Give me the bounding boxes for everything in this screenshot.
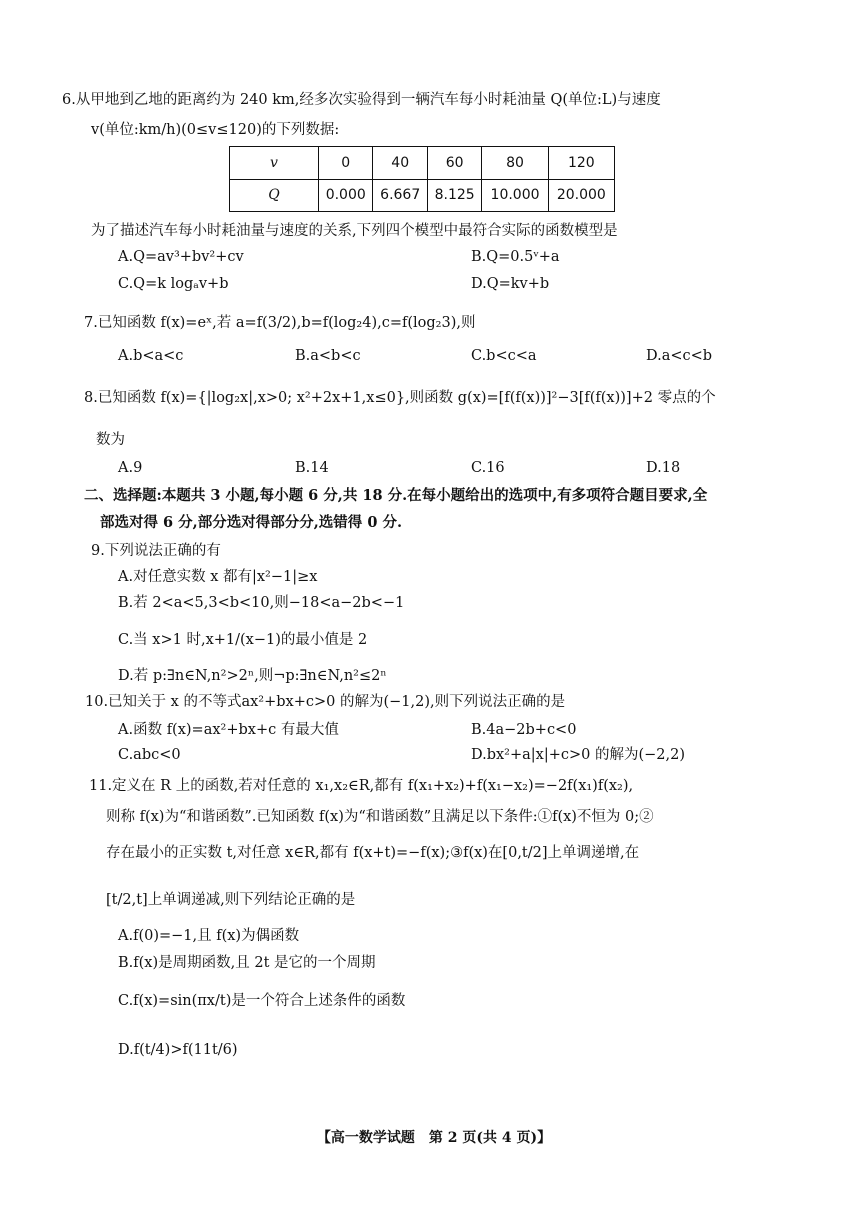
table-cell: 40 <box>373 147 427 180</box>
q10-option-b: B.4a−2b+c<0 <box>471 722 577 738</box>
q10-option-d: D.bx²+a|x|+c>0 的解为(−2,2) <box>471 747 686 763</box>
q11-option-b: B.f(x)是周期函数,且 2t 是它的一个周期 <box>118 955 376 971</box>
page-footer: 【高一数学试题 第 2 页(共 4 页)】 <box>316 1130 552 1146</box>
q7-option-b: B.a<b<c <box>295 348 361 364</box>
q6-option-b: B.Q=0.5ᵛ+a <box>471 249 560 265</box>
table-cell: 20.000 <box>548 179 614 212</box>
q7-option-a: A.b<a<c <box>118 348 184 364</box>
table-row <box>230 147 615 180</box>
q8-option-d: D.18 <box>646 460 681 476</box>
q6-option-a: A.Q=av³+bv²+cv <box>118 249 244 265</box>
q6-option-d: D.Q=kv+b <box>471 276 550 292</box>
q9-line1: 9.下列说法正确的有 <box>91 543 221 559</box>
table-row <box>230 179 615 212</box>
q11-line1: 11.定义在 R 上的函数,若对任意的 x₁,x₂∈R,都有 f(x₁+x₂)+f(x₁−x₂)=−2f(x₁)f(x₂), <box>89 778 634 794</box>
q7-option-d: D.a<c<b <box>646 348 713 364</box>
q11-option-c: C.f(x)=sin(πx/t)是一个符合上述条件的函数 <box>118 993 406 1009</box>
q9-option-d: D.若 p:∃n∈N,n²>2ⁿ,则¬p:∃n∈N,n²≤2ⁿ <box>118 668 387 684</box>
table-cell: 0.000 <box>319 179 373 212</box>
q9-option-a: A.对任意实数 x 都有|x²−1|≥x <box>118 569 318 585</box>
table-cell: 120 <box>548 147 614 180</box>
q11-line3: 存在最小的正实数 t,对任意 x∈R,都有 f(x+t)=−f(x);③f(x)在[0,t/2]上单调递增,在 <box>106 845 640 861</box>
q9-option-b: B.若 2<a<5,3<b<10,则−18<a−2b<−1 <box>118 595 405 611</box>
q9-option-c: C.当 x>1 时,x+1/(x−1)的最小值是 2 <box>118 632 368 648</box>
q8-option-c: C.16 <box>471 460 505 476</box>
table-cell: 0 <box>319 147 373 180</box>
q11-option-a: A.f(0)=−1,且 f(x)为偶函数 <box>118 928 300 944</box>
section2-line2: 部选对得 6 分,部分选对得部分分,选错得 0 分. <box>100 514 403 531</box>
q8-option-b: B.14 <box>295 460 329 476</box>
q8-line2: 数为 <box>96 432 125 448</box>
data-table <box>229 146 615 212</box>
table-cell: 6.667 <box>373 179 427 212</box>
section2-line1: 二、选择题:本题共 3 小题,每小题 6 分,共 18 分.在每小题给出的选项中,有多项符合题目要求,全 <box>84 487 708 504</box>
table-cell: 10.000 <box>482 179 548 212</box>
q7-option-c: C.b<c<a <box>471 348 537 364</box>
q6-option-c: C.Q=k logₐv+b <box>118 276 229 292</box>
q6-line3: 为了描述汽车每小时耗油量与速度的关系,下列四个模型中最符合实际的函数模型是 <box>91 223 618 239</box>
q7-line1: 7.已知函数 f(x)=eˣ,若 a=f(3/2),b=f(log₂4),c=f(log₂3),则 <box>84 315 476 331</box>
table-header-q: Q <box>230 179 319 212</box>
table-header-v: v <box>230 147 319 180</box>
q11-option-d: D.f(t/4)>f(11t/6) <box>118 1042 238 1058</box>
q10-option-a: A.函数 f(x)=ax²+bx+c 有最大值 <box>118 722 339 738</box>
table-cell: 8.125 <box>427 179 481 212</box>
q11-line2: 则称 f(x)为“和谐函数”.已知函数 f(x)为“和谐函数”且满足以下条件:①f(x)不恒为 0;② <box>106 809 654 825</box>
q8-line1: 8.已知函数 f(x)={|log₂x|,x>0; x²+2x+1,x≤0},则函数 g(x)=[f(f(x))]²−3[f(f(x))]+2 零点的个 <box>84 390 716 406</box>
q6-line1: 6.从甲地到乙地的距离约为 240 km,经多次实验得到一辆汽车每小时耗油量 Q(单位:L)与速度 <box>62 92 661 108</box>
q8-option-a: A.9 <box>118 460 143 476</box>
table-cell: 80 <box>482 147 548 180</box>
q10-option-c: C.abc<0 <box>118 747 181 763</box>
table-cell: 60 <box>427 147 481 180</box>
q6-line2: v(单位:km/h)(0≤v≤120)的下列数据: <box>91 122 340 138</box>
q11-line4: [t/2,t]上单调递减,则下列结论正确的是 <box>106 892 356 908</box>
q10-line1: 10.已知关于 x 的不等式ax²+bx+c>0 的解为(−1,2),则下列说法正确的是 <box>85 694 566 710</box>
